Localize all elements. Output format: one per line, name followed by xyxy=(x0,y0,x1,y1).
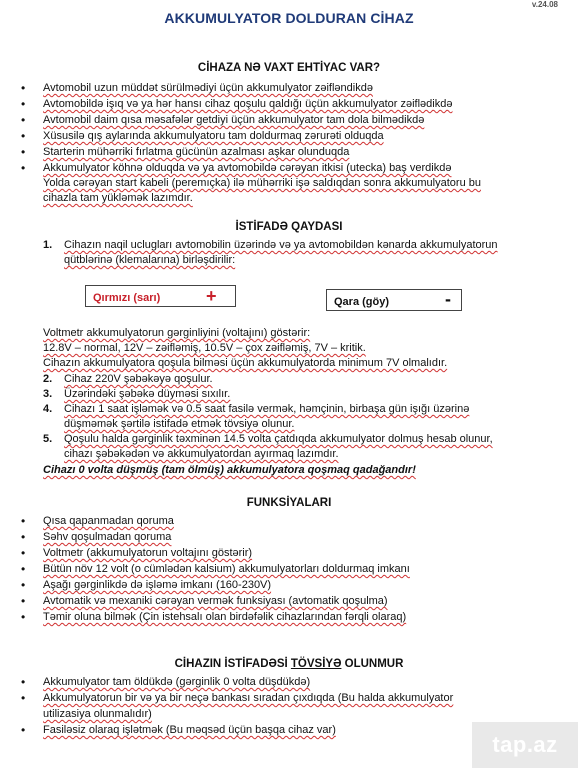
usage-warning: Cihazı 0 volta düşmüş (tam ölmüş) akkumulyatora qoşmaq qadağandır! xyxy=(43,464,416,476)
version-label: v.24.08 xyxy=(531,0,558,9)
step-line: Cihazın naqil uclugları avtomobilin üzərində və ya avtomobildən kənarda akkumulyatorun xyxy=(64,239,498,251)
list-item: • Avtomobildə işıq və ya hər hansı cihaz qoşulu qaldığı üçün akkumulyator zəiflədikdə xyxy=(0,96,557,112)
usage-step-1 xyxy=(43,238,498,268)
plus-icon: + xyxy=(206,286,217,306)
list-item: • Aşağı gərginlikdə də işləmə imkanı (160-230V) xyxy=(0,577,557,593)
list-item: 5. Qoşulu halda gərginlik təxminən 14.5 volta çatdıqda akkumulyator dolmuş hesab olunur, cihazı şəbəkədən və akkumulyatordan ayırmaq lazımdır. xyxy=(43,433,493,460)
voltmeter-line: 12.8V – normal, 12V – zəifləmiş, 10.5V – çox zəifləmiş, 7V – kritik. xyxy=(43,342,366,354)
negative-terminal-label: Qara (göy) xyxy=(334,296,390,308)
need-note xyxy=(43,176,481,206)
list-item: • Akkumulyatorun bir və ya bir neçə bankası sıradan çıxdıqda (Bu halda akkumulyator utilizasiya olunmalıdır) xyxy=(0,690,557,722)
usage-heading: İSTİFADƏ QAYDASI xyxy=(235,221,343,233)
list-item: • Təmir oluna bilmək (Çin istehsalı olan birdəfəlik cihazlarından fərqli olaraq) xyxy=(0,609,557,625)
need-list xyxy=(0,80,557,176)
minus-icon: - xyxy=(445,289,451,309)
list-item: • Fasiləsiz olaraq işlətmək (Bu məqsəd üçün başqa cihaz var) xyxy=(0,722,557,738)
list-item: • Voltmetr (akkumulyatorun voltajını göstərir) xyxy=(0,545,557,561)
list-item: • Qısa qapanmadan qoruma xyxy=(0,513,557,529)
list-item: • Avtomobil daim qısa məsafələr getdiyi üçün akkumulyator tam dola bilmədikdə xyxy=(0,112,557,128)
need-note-line: Yolda cərəyan start kabeli (peremıçka) ilə mühərriki işə saldıqdan sonra akkumulyatoru bu xyxy=(43,177,481,189)
list-item: • Avtomatik və mexaniki cərəyan vermək funksiyası (avtomatik qoşulma) xyxy=(0,593,557,609)
positive-terminal-label: Qırmızı (sarı) xyxy=(93,292,161,304)
negative-terminal-box xyxy=(326,289,462,311)
list-item: • Bütün növ 12 volt (o cümlədən kalsium) akkumulyatorları doldurmaq imkanı xyxy=(0,561,557,577)
functions-list xyxy=(0,513,557,625)
list-item: • Akkumulyator köhnə olduqda və ya avtomobildə cərəyan itkisi (utecka) baş verdikdə xyxy=(0,160,557,176)
positive-terminal-box xyxy=(85,285,236,307)
list-item: • Səhv qoşulmadan qoruma xyxy=(0,529,557,545)
watermark-logo: tap.az xyxy=(472,722,578,768)
list-item xyxy=(43,238,498,268)
list-item: • Xüsusilə qış aylarında akkumulyatoru tam doldurmaq zərurəti olduqda xyxy=(0,128,557,144)
voltmeter-line: Cihazın akkumulyatora qoşula bilməsi üçün akkumulyatorda minimum 7V olmalıdır. xyxy=(43,357,448,369)
list-item: • Starterin mühərriki fırlatma gücünün azalması aşkar olunduqda xyxy=(0,144,557,160)
voltmeter-info xyxy=(43,326,447,371)
list-item: 4. Cihazı 1 saat işləmək və 0.5 saat fasilə vermək, həmçinin, birbaşa gün işığı üzərinə düşməmək şərtilə istifadə etmək tövsiyə olunur. xyxy=(43,403,470,430)
step-number: 1. xyxy=(43,239,53,251)
list-item: • Akkumulyator tam öldükdə (gərginlik 0 volta düşdükdə) xyxy=(0,674,557,690)
list-item: 3. Üzərindəki şəbəkə düyməsi sıxılır. xyxy=(43,388,231,400)
voltmeter-line: Voltmetr akkumulyatorun gərginliyini (voltajını) göstərir: xyxy=(43,327,311,339)
need-heading: CİHAZA NƏ VAXT EHTİYAC VAR? xyxy=(197,62,381,74)
step-line: qütblərinə (klemalarına) birləşdirilir: xyxy=(64,254,236,266)
not-recommended-heading: CİHAZIN İSTİFADƏSİ TÖVSİYƏ OLUNMUR xyxy=(174,658,404,670)
functions-heading: FUNKSİYALARI xyxy=(246,497,332,509)
usage-steps xyxy=(43,372,557,462)
need-note-line: cihazla tam yükləmək lazımdır. xyxy=(43,192,193,204)
document-title: AKKUMULYATOR DOLDURAN CİHAZ xyxy=(164,10,414,26)
list-item: • Avtomobil uzun müddət sürülmədiyi üçün akkumulyator zəifləndikdə xyxy=(0,80,557,96)
list-item: 2. Cihaz 220V şəbəkəyə qoşulur. xyxy=(43,373,213,385)
